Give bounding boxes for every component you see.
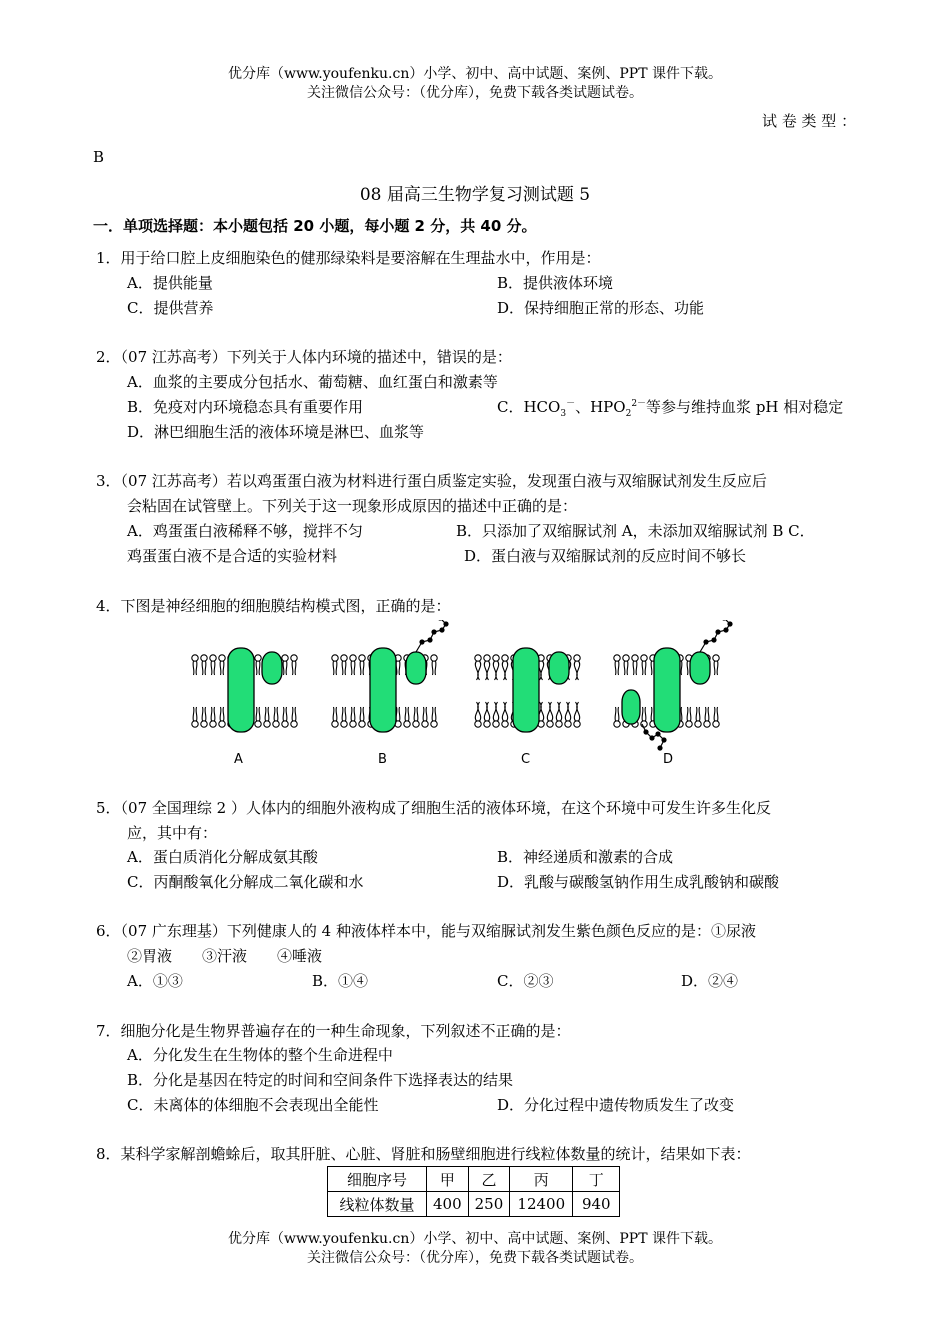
phospholipid-head — [475, 702, 481, 727]
membrane-model-b — [332, 620, 449, 732]
q1-option-d: D．保持细胞正常的形态、功能 — [497, 299, 705, 317]
phospholipid-head — [713, 655, 719, 675]
phospholipid-head — [493, 702, 499, 727]
sugar-bead — [661, 737, 666, 742]
phospholipid-head — [291, 655, 297, 675]
diagram-label-b: B — [378, 752, 387, 767]
glycoprotein-chain — [700, 620, 730, 652]
phospholipid-head — [264, 707, 270, 727]
table-cell: 940 — [573, 1192, 620, 1217]
glycoprotein-chain — [416, 620, 446, 652]
q1-option-a: A．提供能量 — [127, 274, 213, 292]
phospholipid-head — [623, 655, 629, 675]
q7-option-d: D．分化过程中遗传物质发生了改变 — [497, 1096, 735, 1114]
sugar-bead — [657, 745, 662, 750]
diagram-label-c: C — [521, 752, 531, 767]
q7-option-c: C．未离体的体细胞不会表现出全能性 — [127, 1096, 379, 1114]
phospholipid-head — [713, 707, 719, 727]
q5-option-a: A．蛋白质消化分解成氨其酸 — [127, 848, 318, 866]
sugar-bead — [727, 621, 732, 626]
q2-option-b: B．免疫对内环境稳态具有重要作用 — [127, 398, 364, 416]
table-cell: 250 — [468, 1192, 510, 1217]
q7-option-b: B．分化是基因在特定的时间和空间条件下选择表达的结果 — [127, 1071, 514, 1089]
q1-stem: 1．用于给口腔上皮细胞染色的健那绿染料是要溶解在生理盐水中，作用是： — [96, 249, 601, 267]
q5-option-d: D．乳酸与碳酸氢钠作用生成乳酸钠和碳酸 — [497, 873, 780, 891]
q6-option-c: C．②③ — [497, 972, 554, 990]
table-cell: 丙 — [510, 1167, 573, 1192]
phospholipid-head — [484, 655, 490, 680]
phospholipid-head — [219, 655, 225, 675]
page-title: 08 届高三生物学复习测试题 5 — [359, 185, 591, 205]
sugar-bead — [711, 637, 716, 642]
phospholipid-head — [493, 655, 499, 680]
phospholipid-head — [404, 707, 410, 727]
q2-option-c: C．$HCO_3^-$、$HPO_2^{2-}$等参与维持血浆 pH 相对稳定 — [497, 398, 844, 419]
peripheral-protein — [549, 652, 569, 684]
q2-option-d: D．淋巴细胞生活的液体环境是淋巴、血浆等 — [127, 423, 425, 441]
q5-option-b: B．神经递质和激素的合成 — [497, 848, 674, 866]
sugar-bead — [431, 629, 436, 634]
paper-type-label: 试 卷 类 型 ： — [762, 112, 857, 130]
diagram-label-d: D — [663, 752, 674, 767]
q7-option-a: A．分化发生在生物体的整个生命进程中 — [127, 1046, 393, 1064]
phospholipid-head — [556, 702, 562, 727]
table-cell: 乙 — [468, 1167, 510, 1192]
phospholipid-head — [614, 655, 620, 675]
q6-option-a: A．①③ — [127, 972, 183, 990]
phospholipid-head — [574, 655, 580, 680]
q8-stem: 8．某科学家解剖蟾蜍后，取其肝脏、心脏、肾脏和肠壁细胞进行线粒体数量的统计，结果如下表： — [96, 1145, 751, 1163]
sugar-bead — [703, 639, 708, 644]
table-row — [328, 1167, 620, 1192]
q3-stem-line1: 3．（07 江苏高考）若以鸡蛋蛋白液为材料进行蛋白质鉴定实验，发现蛋白液与双缩脲试剂发生反应后 — [96, 472, 767, 490]
q6-stem-line2: ②胃液 ③汗液 ④唾液 — [127, 947, 323, 965]
q5-option-c: C．丙酮酸氧化分解成二氧化碳和水 — [127, 873, 364, 891]
footer-line-2: 关注微信公众号：（优分库），免费下载各类试题试卷。 — [307, 1250, 643, 1266]
sugar-bead — [439, 627, 444, 632]
peripheral-protein — [690, 652, 710, 684]
phospholipid-head — [547, 702, 553, 727]
phospholipid-head — [431, 655, 437, 675]
sugar-bead — [419, 639, 424, 644]
q6-option-d: D．②④ — [681, 972, 739, 990]
q3-stem-line2: 会粘固在试管壁上。下列关于这一现象形成原因的描述中正确的是： — [127, 497, 578, 515]
table-cell: 甲 — [427, 1167, 469, 1192]
diagram-label-a: A — [234, 752, 243, 767]
phospholipid-head — [695, 707, 701, 727]
transmembrane-protein — [654, 648, 680, 732]
phospholipid-head — [201, 655, 207, 675]
phospholipid-head — [484, 702, 490, 727]
phospholipid-head — [641, 655, 647, 675]
peripheral-protein — [262, 652, 282, 684]
q2-option-a: A．血浆的主要成分包括水、葡萄糖、血红蛋白和激素等 — [127, 373, 498, 391]
phospholipid-head — [350, 707, 356, 727]
phospholipid-head — [201, 707, 207, 727]
channel-protein — [622, 690, 640, 724]
phospholipid-head — [574, 702, 580, 727]
q3-option-b: B．只添加了双缩脲试剂 A，未添加双缩脲试剂 B C． — [456, 522, 815, 540]
table-cell: 400 — [427, 1192, 469, 1217]
phospholipid-head — [210, 655, 216, 675]
phospholipid-head — [475, 655, 481, 680]
q5-stem-line2: 应，其中有： — [127, 824, 218, 842]
phospholipid-head — [431, 707, 437, 727]
q6-stem-line1: 6．（07 广东理基）下列健康人的 4 种液体样本中，能与双缩脲试剂发生紫色颜色反应的是：①尿液 — [96, 922, 756, 940]
q3-option-d: D．蛋白液与双缩脲试剂的反应时间不够长 — [464, 547, 747, 565]
membrane-model-a — [192, 648, 297, 732]
table-row — [328, 1192, 620, 1217]
table-cell: 线粒体数量 — [328, 1192, 427, 1217]
table-cell: 12400 — [510, 1192, 573, 1217]
phospholipid-head — [210, 707, 216, 727]
q7-stem: 7．细胞分化是生物界普遍存在的一种生命现象，下列叙述不正确的是： — [96, 1022, 571, 1040]
sugar-bead — [655, 731, 660, 736]
q1-option-b: B．提供液体环境 — [497, 274, 614, 292]
phospholipid-head — [502, 655, 508, 680]
header-line-1: 优分库（www.youfenku.cn）小学、初中、高中试题、案例、PPT 课件下载。 — [227, 66, 722, 82]
sugar-bead — [715, 629, 720, 634]
phospholipid-head — [192, 655, 198, 675]
phospholipid-head — [291, 707, 297, 727]
phospholipid-head — [632, 655, 638, 675]
sugar-bead — [443, 621, 448, 626]
footer-line-1: 优分库（www.youfenku.cn）小学、初中、高中试题、案例、PPT 课件下载。 — [227, 1231, 722, 1247]
peripheral-protein — [406, 652, 426, 684]
phospholipid-head — [219, 707, 225, 727]
sugar-bead — [723, 627, 728, 632]
phospholipid-head — [282, 655, 288, 675]
q2-stem: 2．（07 江苏高考）下列关于人体内环境的描述中，错误的是： — [96, 348, 512, 366]
table-cell: 细胞序号 — [328, 1167, 427, 1192]
phospholipid-head — [359, 707, 365, 727]
table-cell: 丁 — [573, 1167, 620, 1192]
phospholipid-head — [255, 655, 261, 675]
phospholipid-head — [341, 655, 347, 675]
phospholipid-head — [413, 707, 419, 727]
phospholipid-head — [686, 707, 692, 727]
phospholipid-head — [350, 655, 356, 675]
transmembrane-protein — [513, 648, 539, 732]
phospholipid-head — [614, 707, 620, 727]
membrane-model-d — [614, 620, 733, 751]
section-heading: 一．单项选择题：本小题包括 20 小题，每小题 2 分，共 40 分。 — [93, 217, 537, 235]
mitochondria-table — [327, 1166, 620, 1217]
phospholipid-head — [359, 655, 365, 675]
phospholipid-head — [192, 707, 198, 727]
phospholipid-head — [273, 707, 279, 727]
sugar-bead — [643, 729, 648, 734]
phospholipid-head — [565, 702, 571, 727]
phospholipid-head — [422, 707, 428, 727]
q4-stem: 4．下图是神经细胞的细胞膜结构模式图，正确的是： — [96, 597, 451, 615]
phospholipid-head — [282, 707, 288, 727]
transmembrane-protein — [370, 648, 396, 732]
header-line-2: 关注微信公众号：（优分库），免费下载各类试题试卷。 — [307, 85, 643, 101]
phospholipid-head — [704, 707, 710, 727]
q3-option-a: A．鸡蛋蛋白液稀释不够，搅拌不匀 — [127, 522, 363, 540]
phospholipid-head — [332, 655, 338, 675]
q3-option-c: 鸡蛋蛋白液不是合适的实验材料 — [127, 547, 338, 565]
membrane-diagram — [180, 620, 740, 775]
phospholipid-head — [255, 707, 261, 727]
sugar-bead — [649, 735, 654, 740]
membrane-model-c — [475, 648, 580, 732]
transmembrane-protein — [228, 648, 254, 732]
phospholipid-head — [341, 707, 347, 727]
q6-option-b: B．①④ — [312, 972, 369, 990]
q1-option-c: C．提供营养 — [127, 299, 214, 317]
phospholipid-head — [332, 707, 338, 727]
paper-type-value: B — [93, 148, 105, 166]
q5-stem-line1: 5．（07 全国理综 2 ）人体内的细胞外液构成了细胞生活的液体环境，在这个环境中可发生许多生化反 — [96, 799, 771, 817]
phospholipid-head — [502, 702, 508, 727]
sugar-bead — [427, 637, 432, 642]
